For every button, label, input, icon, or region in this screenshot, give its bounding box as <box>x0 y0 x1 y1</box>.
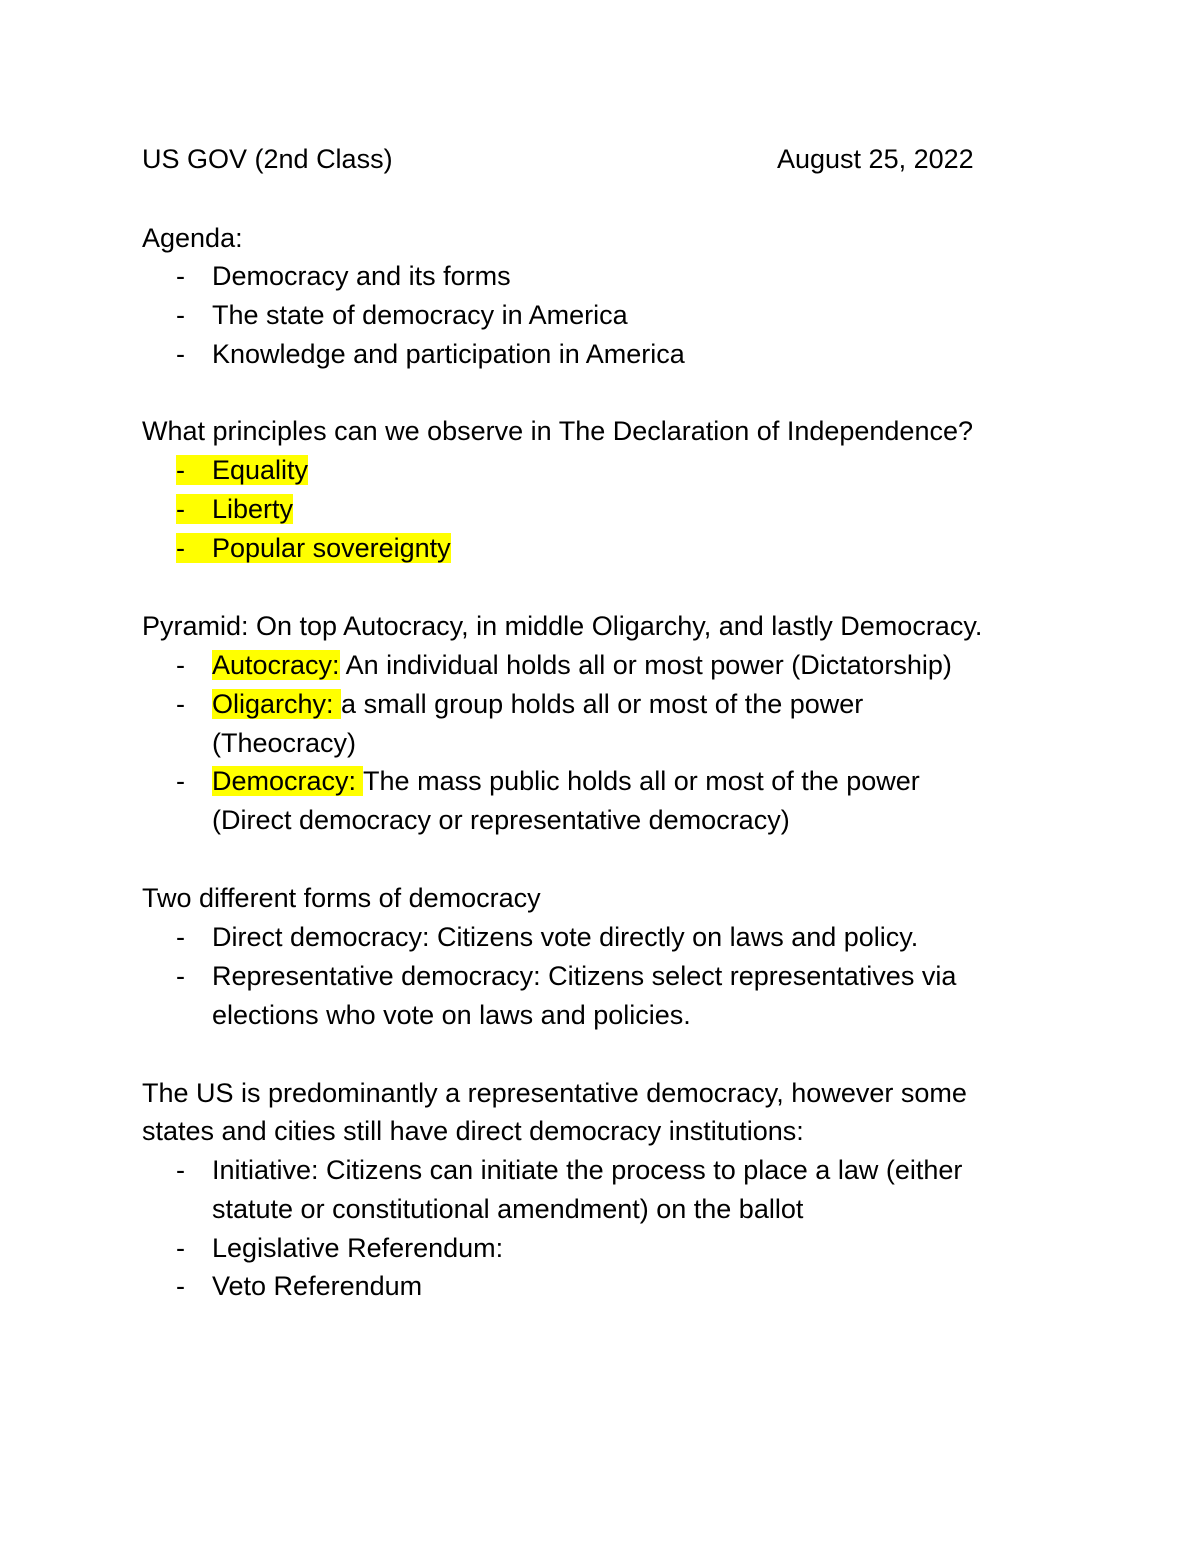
list-item <box>176 685 863 724</box>
list-item-text: Initiative: Citizens can initiate the process to place a law (either <box>212 1155 963 1185</box>
list-item-text: a small group holds all or most of the power <box>341 689 864 719</box>
list-item-continuation: (Theocracy) <box>212 728 357 758</box>
bullet-dash: - <box>176 1271 185 1301</box>
list-item <box>176 762 920 801</box>
bullet-dash: - <box>176 922 185 952</box>
bullet-dash: - <box>176 300 185 330</box>
bullet-dash: - <box>176 533 185 563</box>
list-item <box>176 918 918 957</box>
highlighted-term: Popular sovereignty <box>212 533 451 563</box>
bullet-dash: - <box>176 261 185 291</box>
list-item-text: The mass public holds all or most of the power <box>363 766 920 796</box>
document-title: US GOV (2nd Class) <box>142 144 393 174</box>
list-item-continuation: (Direct democracy or representative democracy) <box>212 805 790 835</box>
list-item <box>176 296 628 335</box>
list-item-text: An individual holds all or most power (Dictatorship) <box>339 650 952 680</box>
highlighted-term: Equality <box>212 455 309 485</box>
list-item-text: Democracy and its forms <box>212 261 511 291</box>
highlighted-term: Liberty <box>212 494 294 524</box>
bullet-dash: - <box>176 650 185 680</box>
pyramid-intro: Pyramid: On top Autocracy, in middle Oligarchy, and lastly Democracy. <box>142 611 983 641</box>
bullet-dash: - <box>176 766 185 796</box>
highlighted-term: Oligarchy: <box>212 689 342 719</box>
list-item <box>176 257 511 296</box>
bullet-dash: - <box>176 961 185 991</box>
list-item-text: Knowledge and participation in America <box>212 339 685 369</box>
list-item <box>176 335 685 374</box>
bullet-dash: - <box>176 1233 185 1263</box>
list-item-continuation: elections who vote on laws and policies. <box>212 1000 691 1030</box>
list-item <box>176 529 451 568</box>
bullet-dash: - <box>176 1155 185 1185</box>
list-item <box>176 1267 422 1306</box>
bullet-dash: - <box>176 339 185 369</box>
bullet-dash: - <box>176 689 185 719</box>
principles-question: What principles can we observe in The Declaration of Independence? <box>142 416 974 446</box>
list-item <box>176 490 293 529</box>
list-item-text: The state of democracy in America <box>212 300 628 330</box>
bullet-dash: - <box>176 455 185 485</box>
us-paragraph-line-1: The US is predominantly a representative democracy, however some <box>142 1078 967 1108</box>
list-item <box>176 957 956 996</box>
highlighted-term: Autocracy: <box>212 650 340 680</box>
bullet-dash: - <box>176 494 185 524</box>
list-item <box>176 1151 962 1190</box>
list-item-continuation: statute or constitutional amendment) on the ballot <box>212 1194 804 1224</box>
list-item <box>176 451 308 490</box>
list-item <box>176 646 952 685</box>
list-item-text: Legislative Referendum: <box>212 1233 504 1263</box>
forms-heading: Two different forms of democracy <box>142 883 541 913</box>
agenda-heading: Agenda: <box>142 223 243 253</box>
highlighted-term: Democracy: <box>212 766 364 796</box>
us-paragraph-line-2: states and cities still have direct democracy institutions: <box>142 1116 804 1146</box>
list-item <box>176 1229 503 1268</box>
document-date: August 25, 2022 <box>777 144 974 174</box>
list-item-text: Veto Referendum <box>212 1271 423 1301</box>
list-item-text: Direct democracy: Citizens vote directly on laws and policy. <box>212 922 919 952</box>
list-item-text: Representative democracy: Citizens select representatives via <box>212 961 957 991</box>
